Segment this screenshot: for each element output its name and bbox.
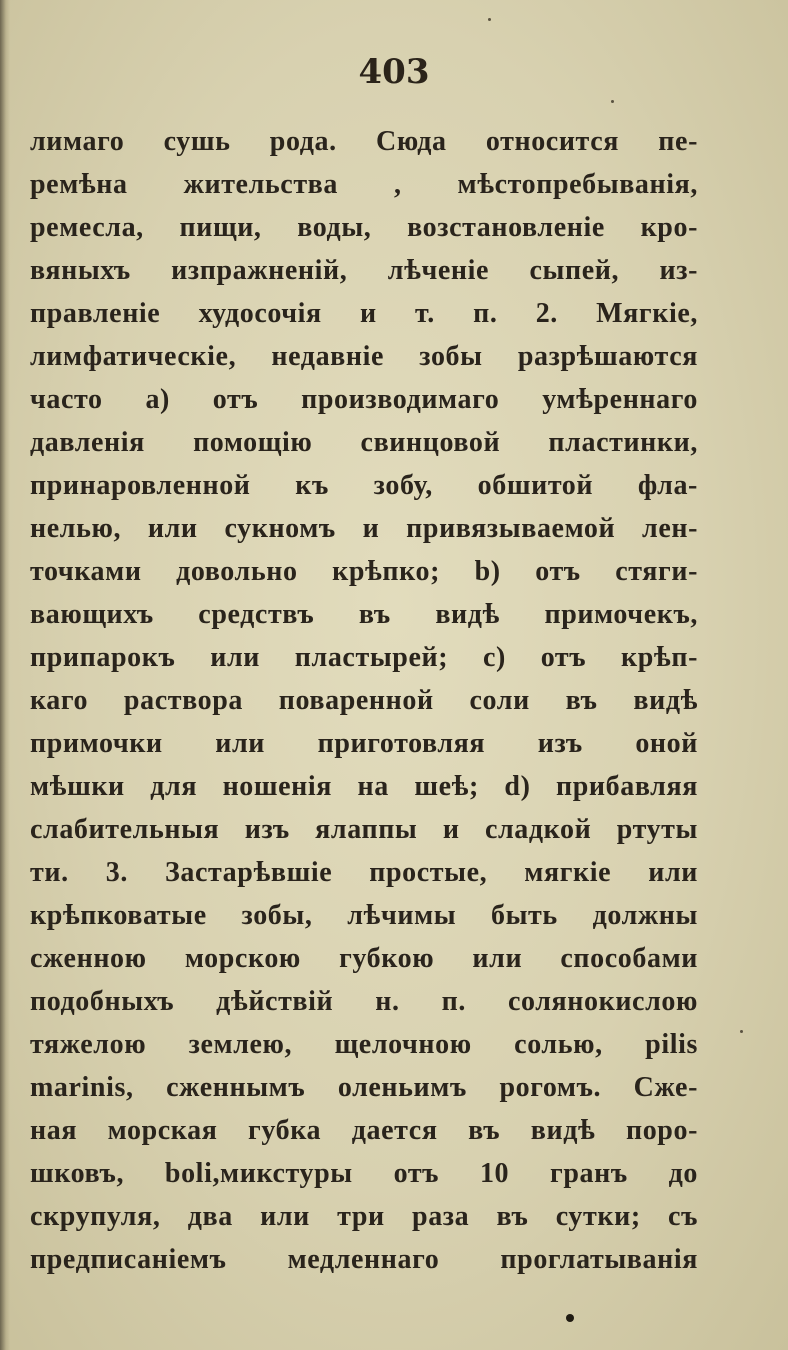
- text-line: мѣшки для ношенія на шеѣ; d) прибавляя: [30, 771, 698, 802]
- text-line: шковъ, boli,микстуры отъ 10 гранъ до: [30, 1158, 698, 1189]
- ink-dot: [566, 1314, 574, 1322]
- text-line: вающихъ средствъ въ видѣ примочекъ,: [30, 599, 698, 630]
- text-line: точками довольно крѣпко; b) отъ стяги-: [30, 556, 698, 587]
- text-line: правленіе худосочія и т. п. 2. Мягкіе,: [30, 298, 698, 329]
- text-line: принаровленной къ зобу, обшитой фла-: [30, 470, 698, 501]
- text-line: скрупуля, два или три раза въ сутки; съ: [30, 1201, 698, 1232]
- text-line: вяныхъ изпражненій, лѣченіе сыпей, из-: [30, 255, 698, 286]
- text-line: часто а) отъ производимаго умѣреннаго: [30, 384, 698, 415]
- page-edge-shadow: [0, 0, 10, 1350]
- text-line: подобныхъ дѣйствій н. п. солянокислою: [30, 986, 698, 1017]
- text-line: нелью, или сукномъ и привязываемой лен-: [30, 513, 698, 544]
- text-line: лимаго сушь рода. Сюда относится пе-: [30, 126, 698, 157]
- text-line: каго раствора поваренной соли въ видѣ: [30, 685, 698, 716]
- text-line: слабительныя изъ ялаппы и сладкой ртуты: [30, 814, 698, 845]
- text-line: ремѣна жительства , мѣстопребыванія,: [30, 169, 698, 200]
- paper-speck: [740, 1030, 743, 1033]
- paper-speck: [488, 18, 491, 21]
- text-line: сженною морскою губкою или способами: [30, 943, 698, 974]
- text-line: тяжелою землею, щелочною солью, pilis: [30, 1029, 698, 1060]
- text-line: marinis, сженнымъ оленьимъ рогомъ. Сже-: [30, 1072, 698, 1103]
- text-line: примочки или приготовляя изъ оной: [30, 728, 698, 759]
- text-line: припарокъ или пластырей; c) отъ крѣп-: [30, 642, 698, 673]
- text-line: давленія помощію свинцовой пластинки,: [30, 427, 698, 458]
- text-line: ти. 3. Застарѣвшіе простые, мягкіе или: [30, 857, 698, 888]
- text-line: предписаніемъ медленнаго проглатыванія: [30, 1244, 698, 1275]
- body-text: [30, 120, 698, 1281]
- paper-speck: [611, 100, 614, 103]
- text-line: ремесла, пищи, воды, возстановленіе кро-: [30, 212, 698, 243]
- page-number: 403: [358, 52, 430, 92]
- text-line: лимфатическіе, недавніе зобы разрѣшаются: [30, 341, 698, 372]
- text-line: крѣпковатые зобы, лѣчимы быть должны: [30, 900, 698, 931]
- text-line: ная морская губка дается въ видѣ поро-: [30, 1115, 698, 1146]
